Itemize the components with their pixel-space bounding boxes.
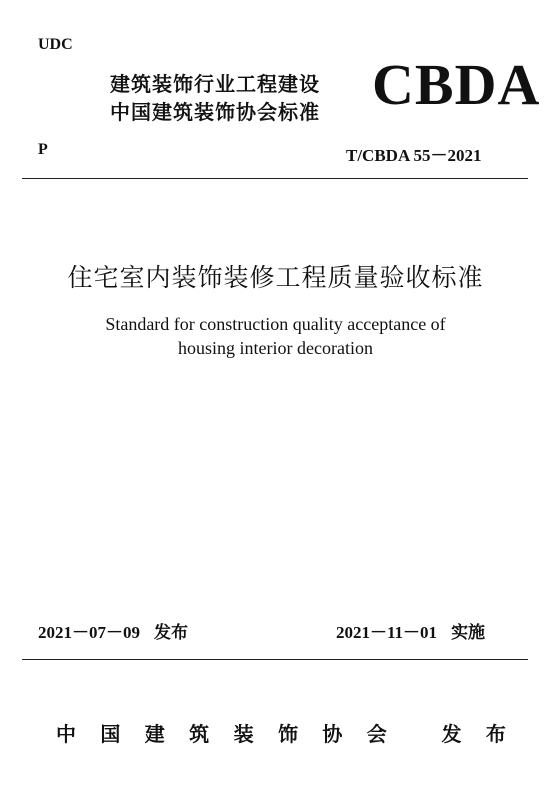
issue-date-block (38, 618, 188, 643)
association-line-1: 建筑装饰行业工程建设 (110, 72, 320, 96)
publisher-char: 筑 (189, 722, 210, 746)
title-english-line-2: housing interior decoration (178, 338, 373, 358)
publisher-action-char: 布 (485, 722, 506, 746)
title-english-line-1: Standard for construction quality acceptance of (105, 314, 446, 334)
issue-label: 发布 (154, 623, 188, 643)
publisher-char: 会 (366, 722, 387, 746)
classification-code: P (38, 141, 48, 158)
publisher-gap (411, 718, 417, 747)
publisher-char: 装 (233, 722, 254, 746)
publisher-line (56, 718, 506, 747)
title-chinese: 住宅室内装饰装修工程质量验收标准 (67, 263, 484, 292)
implement-date-block (336, 618, 485, 643)
publisher-char: 协 (322, 722, 343, 746)
publisher-char: 建 (144, 722, 165, 746)
top-divider (22, 178, 528, 179)
publisher-char: 国 (100, 722, 121, 746)
bottom-divider (22, 659, 528, 660)
association-line-2: 中国建筑装饰协会标准 (110, 100, 320, 124)
issue-date: 2021－07－09 (38, 623, 140, 642)
publisher-char: 中 (56, 722, 76, 746)
publisher-char: 饰 (277, 722, 298, 746)
implement-label: 实施 (451, 623, 486, 643)
publisher-action-char: 发 (441, 722, 462, 746)
cbda-logo: CBDA (372, 52, 541, 117)
implement-date: 2021－11－01 (336, 623, 438, 642)
udc-label: UDC (38, 36, 73, 53)
standard-number: T/CBDA 55－2021 (346, 146, 482, 165)
